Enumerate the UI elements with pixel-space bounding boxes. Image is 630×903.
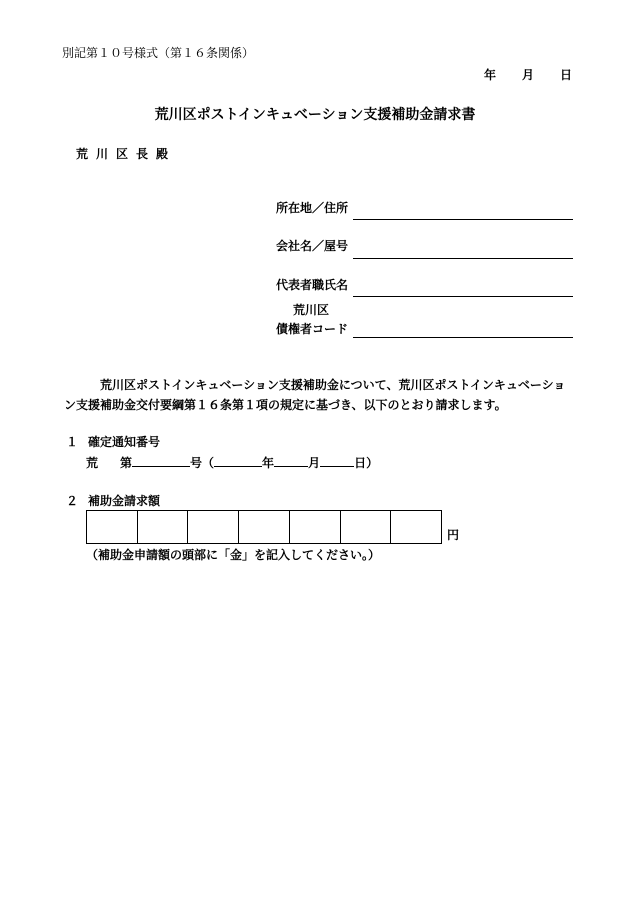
section1-number: １ <box>66 435 79 449</box>
company-label: 会社名／屋号 <box>276 239 349 253</box>
amount-digit-box[interactable] <box>238 511 289 543</box>
notice-number-blank[interactable] <box>132 453 190 467</box>
notice-number-line <box>86 453 378 471</box>
amount-digit-box[interactable] <box>390 511 441 543</box>
notice-dai: 第 <box>120 456 133 470</box>
creditor-label-line2: 債権者コード <box>276 322 349 336</box>
notice-month: 月 <box>308 456 321 470</box>
date-month-label: 月 <box>522 68 535 82</box>
date-day-label: 日 <box>560 68 573 82</box>
document-title: 荒川区ポストインキュベーション支援補助金請求書 <box>154 107 476 123</box>
creditor-code-field-line[interactable] <box>353 337 573 338</box>
yen-unit: 円 <box>447 528 460 542</box>
notice-year-blank[interactable] <box>214 453 262 467</box>
creditor-label-line1: 荒川区 <box>293 303 330 317</box>
amount-note: （補助金申請額の頭部に「金」を記入してください。） <box>86 548 381 562</box>
amount-digit-box[interactable] <box>340 511 391 543</box>
notice-day-blank[interactable] <box>320 453 354 467</box>
section1-heading <box>66 433 160 450</box>
request-statement-text: 荒川区ポストインキュベーション支援補助金について、荒川区ポストインキュベーション支援補助金交付要綱第１６条第１項の規定に基づき、以下のとおり請求します。 <box>64 378 566 412</box>
section2-number: ２ <box>66 494 79 508</box>
addressee: 荒川区長殿 <box>76 147 177 161</box>
amount-digit-box[interactable] <box>137 511 188 543</box>
date-year-label: 年 <box>484 68 497 82</box>
company-field-line[interactable] <box>353 258 573 259</box>
notice-month-blank[interactable] <box>274 453 308 467</box>
section1-title: 確定通知番号 <box>88 435 161 449</box>
section2-title: 補助金請求額 <box>88 494 161 508</box>
notice-prefix: 荒 <box>86 456 99 470</box>
amount-digit-box[interactable] <box>87 511 137 543</box>
amount-digit-box[interactable] <box>187 511 238 543</box>
representative-label: 代表者職氏名 <box>276 278 349 292</box>
address-field-line[interactable] <box>353 219 573 220</box>
request-statement <box>64 375 574 415</box>
address-label: 所在地／住所 <box>276 201 349 215</box>
form-number: 別記第１０号様式（第１６条関係） <box>62 46 255 60</box>
amount-digit-box[interactable] <box>289 511 340 543</box>
notice-go: 号（ <box>190 456 215 470</box>
amount-boxes <box>86 510 442 544</box>
representative-field-line[interactable] <box>353 296 573 297</box>
notice-year: 年 <box>262 456 275 470</box>
date-line <box>484 66 572 83</box>
notice-day: 日） <box>354 456 379 470</box>
section2-heading <box>66 492 160 509</box>
